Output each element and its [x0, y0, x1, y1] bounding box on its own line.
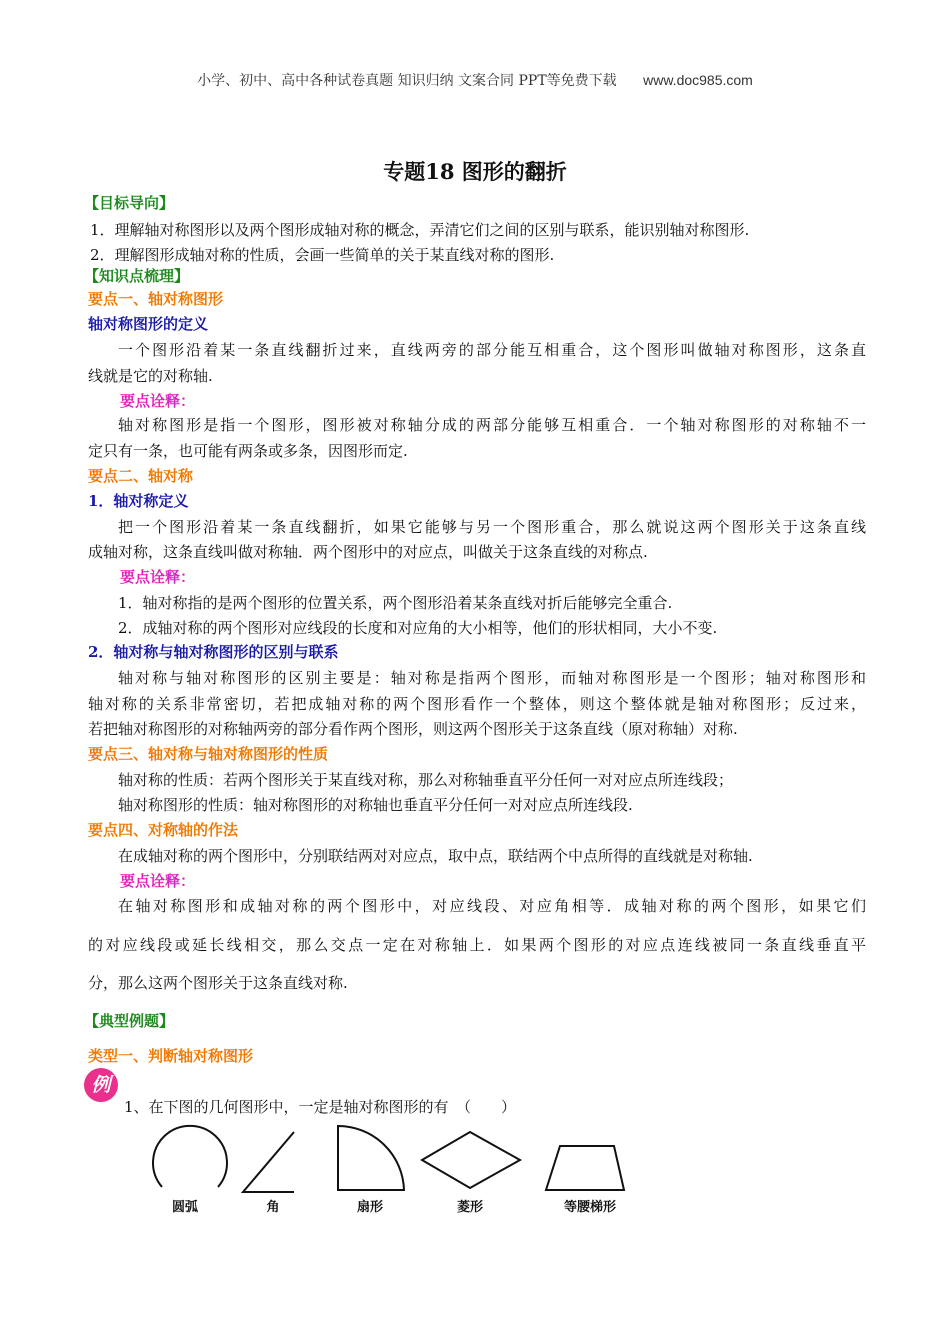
point1-heading: 要点一、轴对称图形 [88, 290, 224, 308]
point2-note1: 1．轴对称指的是两个图形的位置关系，两个图形沿着某条直线对折后能够完全重合. [118, 594, 673, 612]
page-title: 专题18 图形的翻折 [383, 159, 567, 184]
goal-item-2: 2．理解图形成轴对称的性质，会画一些简单的关于某直线对称的图形. [90, 246, 555, 264]
point1-subheading: 轴对称图形的定义 [88, 315, 209, 333]
point4-note-line2: 的对应线段或延长线相交，那么交点一定在对称轴上．如果两个图形的对应点连线被同一条直线垂直平 [88, 936, 866, 954]
point2-para2-line3: 若把轴对称图形的对称轴两旁的部分看作两个图形，则这两个图形关于这条直线（原对称轴）对称. [88, 720, 738, 738]
shape-label-trapezoid: 等腰梯形 [563, 1200, 616, 1215]
header-text: 小学、初中、高中各种试卷真题 知识归纳 文案合同 PPT等免费下载 [197, 73, 617, 89]
arc-shape [153, 1126, 227, 1187]
point2-note2: 2．成轴对称的两个图形对应线段的长度和对应角的大小相等，他们的形状相同，大小不变. [118, 619, 718, 637]
point3-heading: 要点三、轴对称与轴对称图形的性质 [88, 745, 329, 763]
point1-note-line2: 定只有一条，也可能有两条或多条，因图形而定. [88, 442, 408, 460]
point4-note-label: 要点诠释： [120, 872, 196, 890]
shape-label-angle: 角 [266, 1200, 280, 1215]
point1-para-line2: 线就是它的对称轴. [88, 367, 213, 385]
shape-label-arc: 圆弧 [171, 1200, 198, 1215]
point1-note-label: 要点诠释： [120, 392, 196, 410]
angle-shape [243, 1132, 294, 1192]
point3-line1: 轴对称的性质：若两个图形关于某直线对称，那么对称轴垂直平分任何一对对应点所连线段； [118, 771, 734, 789]
header-site[interactable]: www.doc985.com [643, 72, 753, 88]
shape-label-sector: 扇形 [356, 1200, 383, 1215]
sector-shape [338, 1126, 404, 1190]
point4-heading: 要点四、对称轴的作法 [88, 821, 239, 839]
point4-note-line3: 分，那么这两个图形关于这条直线对称. [88, 974, 348, 992]
point1-note-line1: 轴对称图形是指一个图形，图形被对称轴分成的两部分能够互相重合．一个轴对称图形的对称轴不一 [118, 416, 866, 434]
point2-para-line2: 成轴对称，这条直线叫做对称轴．两个图形中的对应点，叫做关于这条直线的对称点. [88, 543, 648, 561]
point3-line2: 轴对称图形的性质：轴对称图形的对称轴也垂直平分任何一对对应点所连线段. [118, 796, 633, 814]
trapezoid-shape [546, 1146, 624, 1190]
point4-line1: 在成轴对称的两个图形中，分别联结两对对应点，取中点，联结两个中点所得的直线就是对称轴. [118, 847, 753, 865]
point2-heading: 要点二、轴对称 [88, 467, 194, 485]
example-question: 1、在下图的几何图形中，一定是轴对称图形的有 （ ） [124, 1098, 517, 1116]
rhombus-shape [422, 1132, 520, 1188]
point2-para2-line1: 轴对称与轴对称图形的区别主要是：轴对称是指两个图形，而轴对称图形是一个图形；轴对称图形和 [118, 669, 866, 687]
examples-heading: 【典型例题】 [84, 1012, 175, 1030]
knowledge-heading: 【知识点梳理】 [84, 267, 190, 285]
point1-para-line1: 一个图形沿着某一条直线翻折过来，直线两旁的部分能互相重合，这个图形叫做轴对称图形，这条直 [118, 341, 866, 359]
example-badge: 例 [84, 1068, 118, 1102]
goals-heading: 【目标导向】 [84, 194, 175, 212]
point2-para-line1: 把一个图形沿着某一条直线翻折，如果它能够与另一个图形重合，那么就说这两个图形关于这条直线 [118, 518, 866, 536]
page-header [0, 70, 950, 90]
point4-note-line1: 在轴对称图形和成轴对称的两个图形中，对应线段、对应角相等．成轴对称的两个图形，如果它们 [118, 897, 866, 915]
shapes-figure [140, 1120, 630, 1202]
point2-subheading2: 2．轴对称与轴对称图形的区别与联系 [88, 643, 339, 661]
point2-subheading1: 1．轴对称定义 [88, 492, 189, 510]
point2-para2-line2: 轴对称的关系非常密切，若把成轴对称的两个图形看作一个整体，则这个整体就是轴对称图形；反过来， [88, 695, 866, 713]
point2-note-label: 要点诠释： [120, 568, 196, 586]
goal-item-1: 1．理解轴对称图形以及两个图形成轴对称的概念，弄清它们之间的区别与联系，能识别轴对称图形. [90, 221, 750, 239]
shape-label-rhombus: 菱形 [456, 1200, 483, 1215]
type1-heading: 类型一、判断轴对称图形 [88, 1047, 254, 1065]
